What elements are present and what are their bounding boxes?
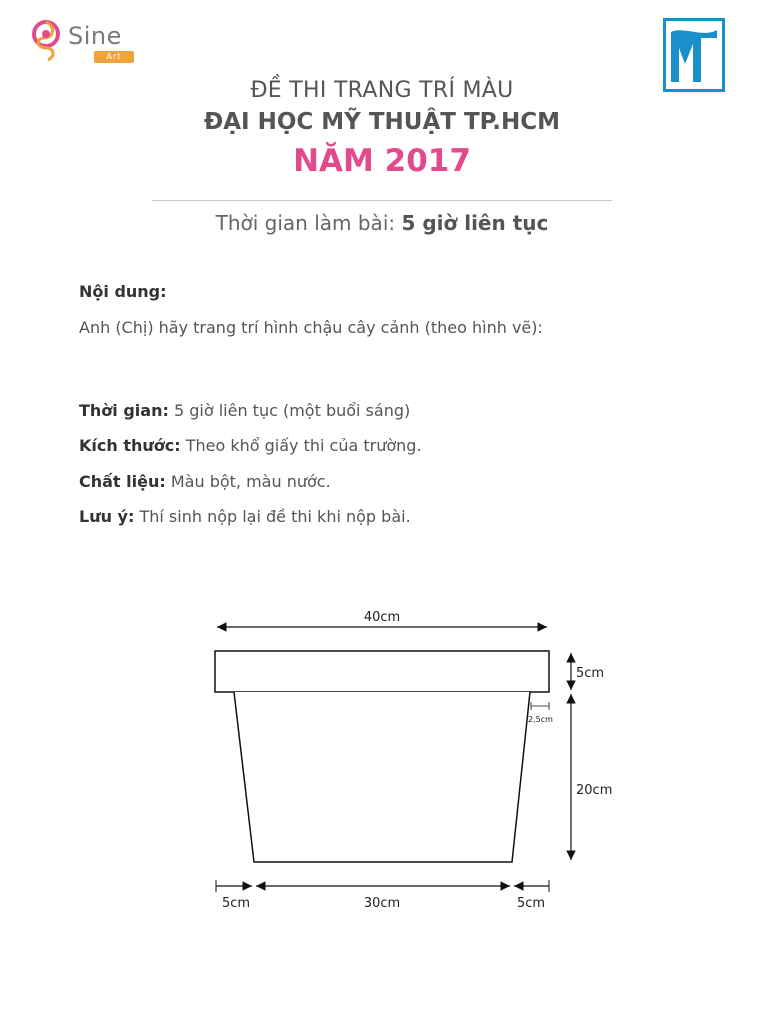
exam-duration (0, 211, 764, 235)
rim-height-label: 5cm (576, 666, 605, 681)
bottom-width-label: 30cm (363, 896, 401, 911)
detail-note (79, 507, 411, 526)
brand-name: Sine (68, 22, 122, 50)
flowerpot-diagram (0, 600, 764, 920)
exam-year: NĂM 2017 (293, 143, 471, 179)
exam-header (0, 78, 764, 179)
bottom-left-label: 5cm (221, 896, 251, 911)
sine-art-logo (32, 16, 142, 68)
detail-value: 5 giờ liên tục (một buổi sáng) (173, 401, 411, 420)
detail-time (79, 401, 410, 420)
detail-value: Thí sinh nộp lại đề thi khi nộp bài. (139, 507, 411, 526)
content-heading: Nội dung: (79, 282, 167, 301)
top-width-label: 40cm (363, 610, 401, 625)
exam-school: ĐẠI HỌC MỸ THUẬT TP.HCM (203, 109, 561, 135)
detail-label: Chất liệu: (79, 472, 166, 491)
offset-label: 2,5cm (528, 715, 553, 724)
divider (152, 200, 612, 201)
detail-label: Thời gian: (79, 401, 169, 420)
body-height-label: 20cm (576, 783, 613, 798)
brand-tag: Art (94, 51, 134, 63)
pot-body (234, 692, 530, 862)
detail-value: Màu bột, màu nước. (170, 472, 331, 491)
exam-title: ĐỀ THI TRANG TRÍ MÀU (250, 78, 514, 103)
content-text: Anh (Chị) hãy trang trí hình chậu cây cảnh (theo hình vẽ): (79, 318, 543, 337)
bottom-right-label: 5cm (516, 896, 546, 911)
detail-value: Theo khổ giấy thi của trường. (185, 436, 422, 455)
duration-label: Thời gian làm bài: (215, 211, 396, 235)
swirl-logo-icon (32, 16, 62, 64)
pot-rim (215, 651, 549, 692)
detail-label: Lưu ý: (79, 507, 135, 526)
duration-value: 5 giờ liên tục (401, 211, 549, 235)
detail-label: Kích thước: (79, 436, 181, 455)
detail-size (79, 436, 422, 455)
detail-material (79, 472, 331, 491)
